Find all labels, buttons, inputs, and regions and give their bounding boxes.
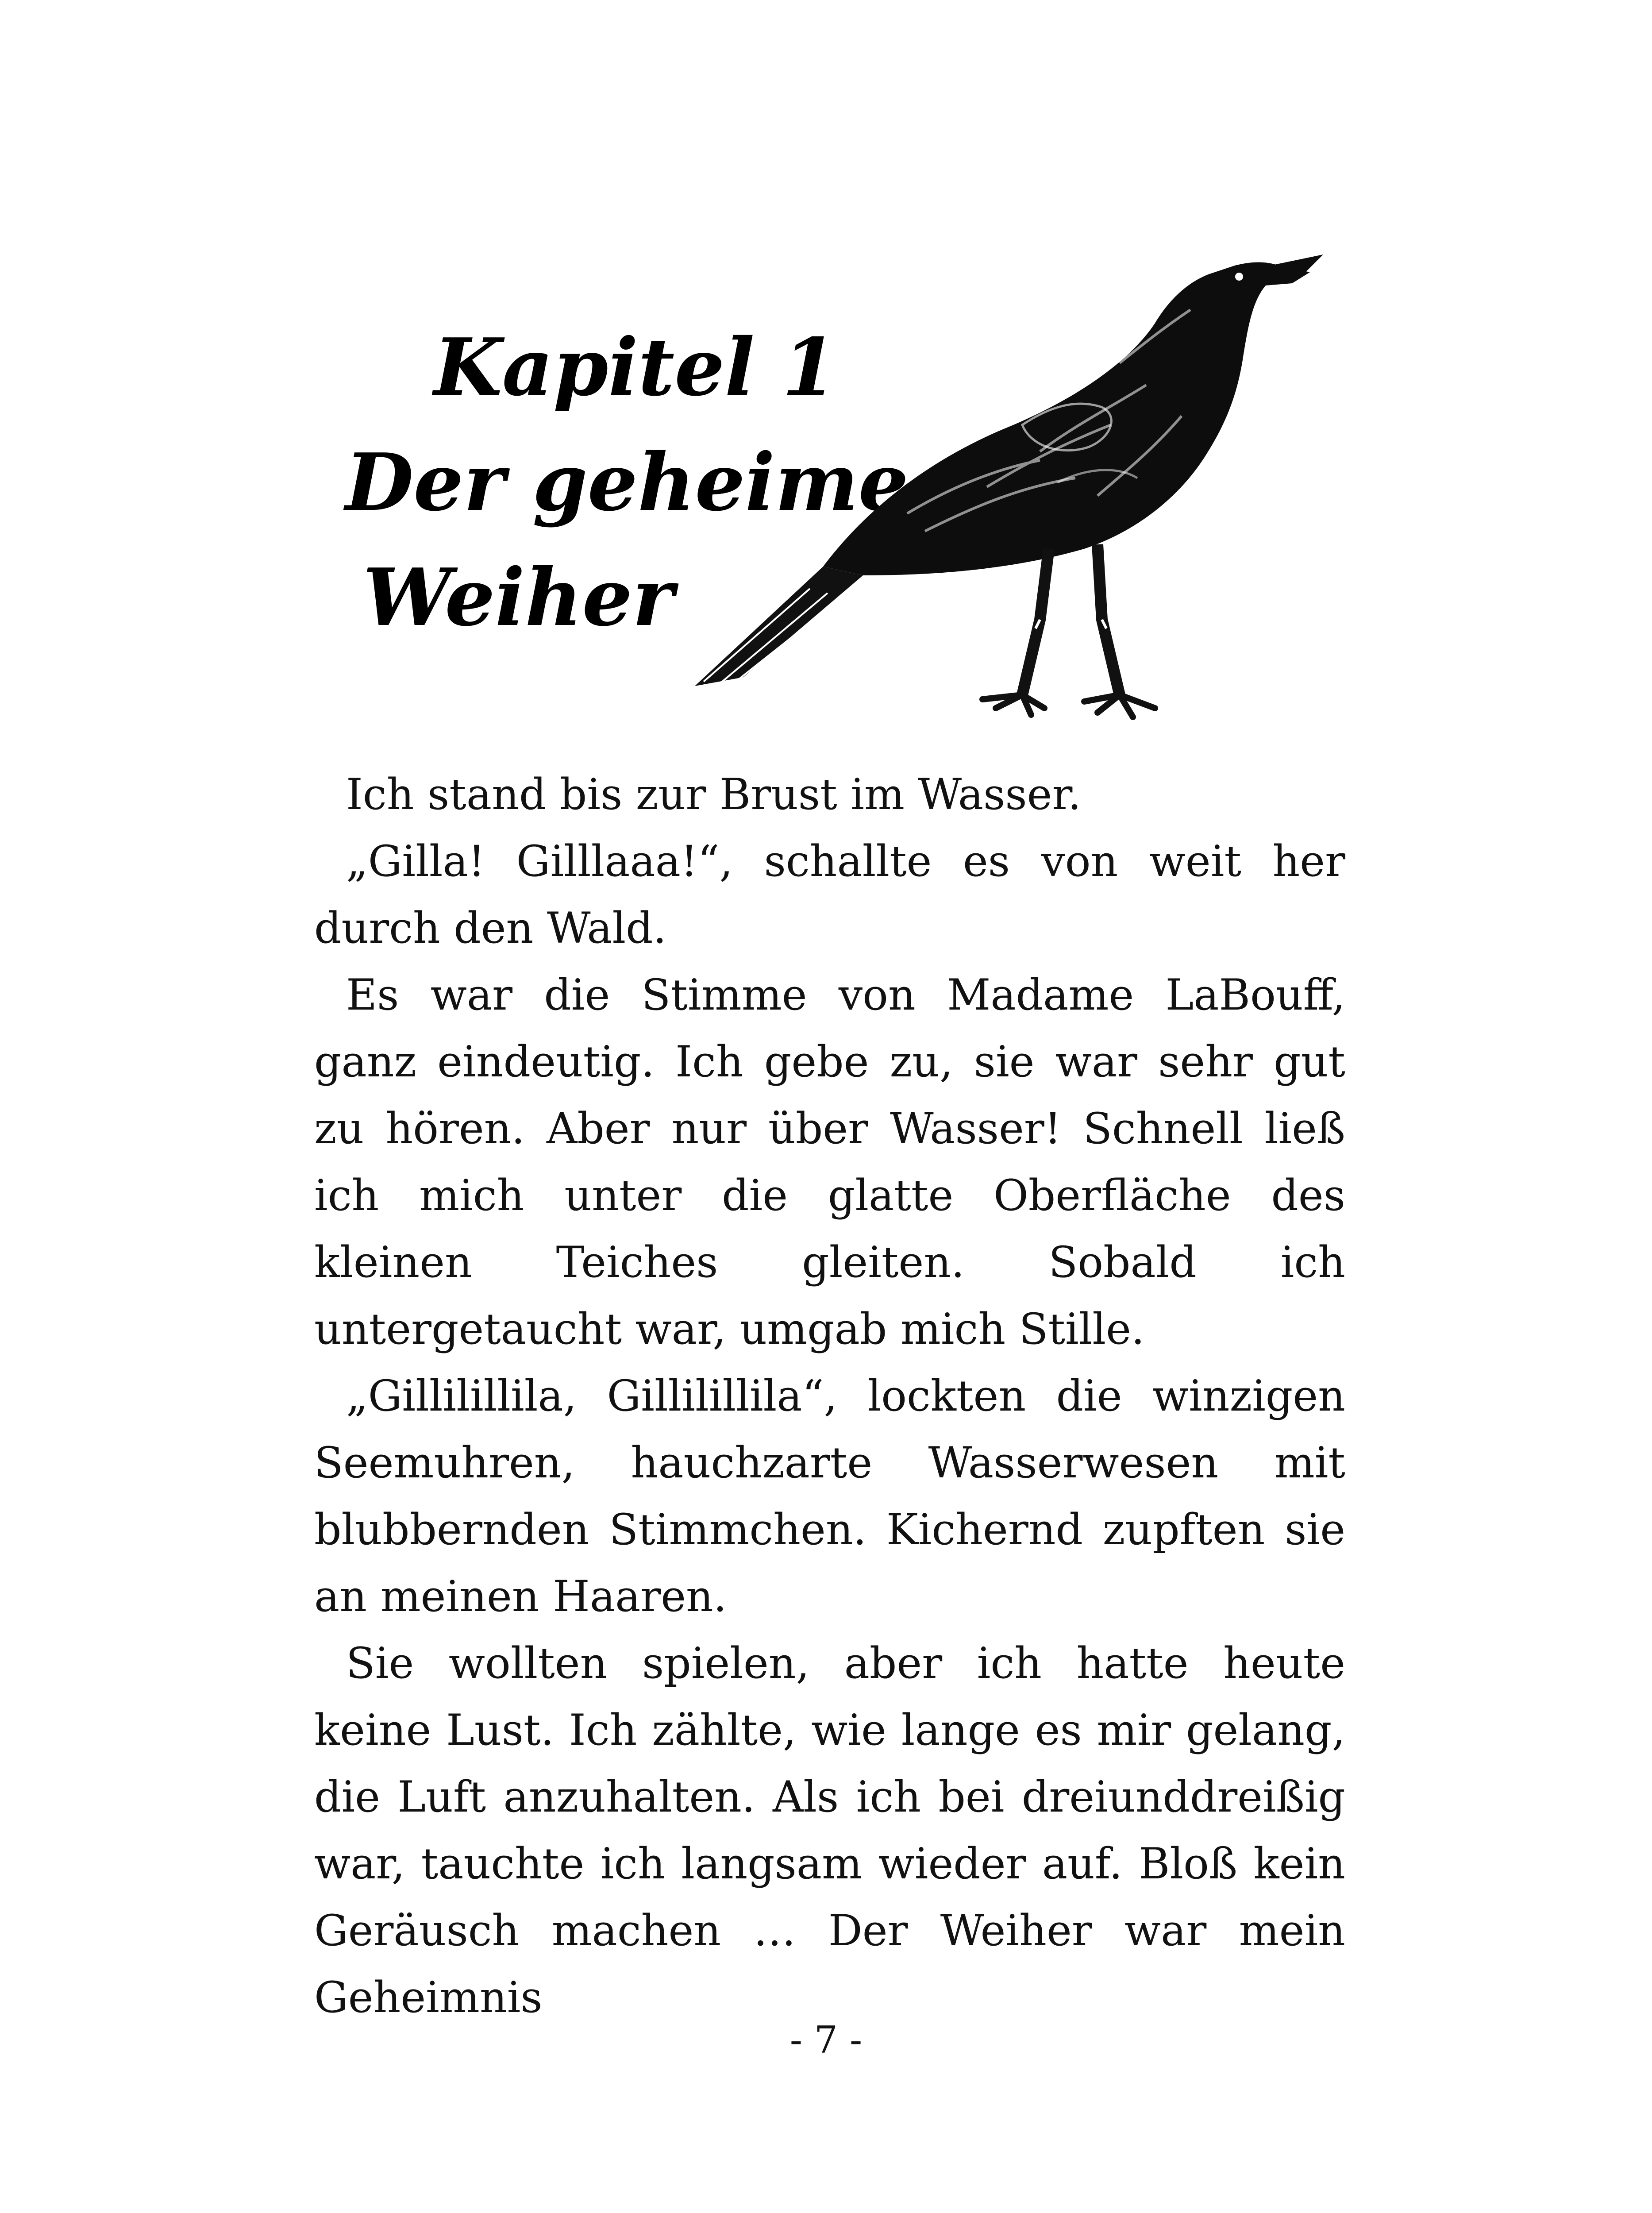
chapter-body xyxy=(314,761,1345,2031)
paragraph: Ich stand bis zur Brust im Wasser. xyxy=(346,770,1082,819)
page-number: - 7 - xyxy=(789,2018,863,2062)
paragraph: Es war die Stimme von Madame LaBouff, ganz eindeutig. Ich gebe zu, sie war sehr gut zu hören. Aber nur über Wasser! Schnell ließ ich mich unter die glatte Oberfläche des kleinen Teiches gleiten. Sobald ich untergetaucht war, umgab mich Stille. xyxy=(314,970,1345,1354)
paragraph: „Gillilillila, Gillilillila“, lockten die winzigen Seemuhren, hauchzarte Wasserwesen mit blubbernden Stimmchen. Kichernd zupften sie an meinen Haaren. xyxy=(314,1371,1345,1621)
chapter-title-line-2: Weiher xyxy=(363,551,674,644)
chapter-title-line-1: Der geheime xyxy=(345,436,909,528)
paragraph: „Gilla! Gilllaaa!“, schallte es von weit her durch den Wald. xyxy=(314,837,1345,953)
paragraph: Sie wollten spielen, aber ich hatte heute keine Lust. Ich zählte, wie lange es mir gelang, die Luft anzuhalten. Als ich bei dreiunddreißig war, tauchte ich langsam wieder auf. Bloß kein Geräusch machen … Der Weiher war mein Geheimnis xyxy=(314,1639,1345,2022)
chapter-number: Kapitel 1 xyxy=(434,321,837,413)
crow-illustration xyxy=(677,177,1403,761)
